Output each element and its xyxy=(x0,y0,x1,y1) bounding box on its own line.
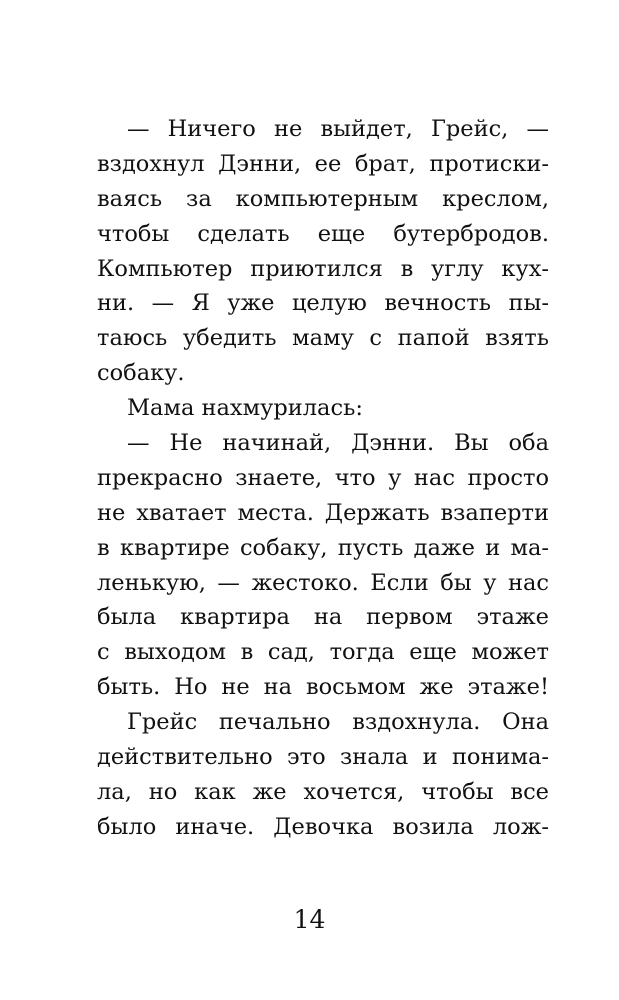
text-line: Компьютер приютился в углу кух- xyxy=(97,255,549,282)
text-line: быть. Но не на восьмом же этаже! xyxy=(97,674,549,701)
book-text xyxy=(97,112,549,845)
text-line: Грейс печально вздохнула. Она xyxy=(127,709,549,736)
text-line: действительно это знала и понима- xyxy=(97,744,549,771)
text-line: не хватает места. Держать взаперти xyxy=(97,499,549,526)
text-line: ленькую, — жестоко. Если бы у нас xyxy=(97,569,549,596)
text-line: таюсь убедить маму с папой взять xyxy=(97,325,549,352)
text-line: чтобы сделать еще бутербродов. xyxy=(97,220,549,247)
text-line: собаку. xyxy=(97,360,185,387)
text-line: ла, но как же хочется, чтобы все xyxy=(97,778,549,805)
text-line: ни. — Я уже целую вечность пы- xyxy=(97,290,549,317)
text-line: — Ничего не выйдет, Грейс, — xyxy=(127,116,549,142)
text-line: была квартира на первом этаже xyxy=(97,604,549,631)
text-line: вздохнул Дэнни, ее брат, протиски- xyxy=(97,150,549,177)
text-line: — Не начинай, Дэнни. Вы оба xyxy=(127,430,549,457)
text-line: ваясь за компьютерным креслом, xyxy=(97,185,549,212)
page-number: 14 xyxy=(293,905,326,934)
text-line: было иначе. Девочка возила лож- xyxy=(97,813,549,840)
text-line: Мама нахмурилась: xyxy=(127,395,363,422)
text-line: с выходом в сад, тогда еще может xyxy=(97,639,549,666)
text-line: прекрасно знаете, что у нас просто xyxy=(97,464,549,491)
text-line: в квартире собаку, пусть даже и ма- xyxy=(97,534,549,561)
